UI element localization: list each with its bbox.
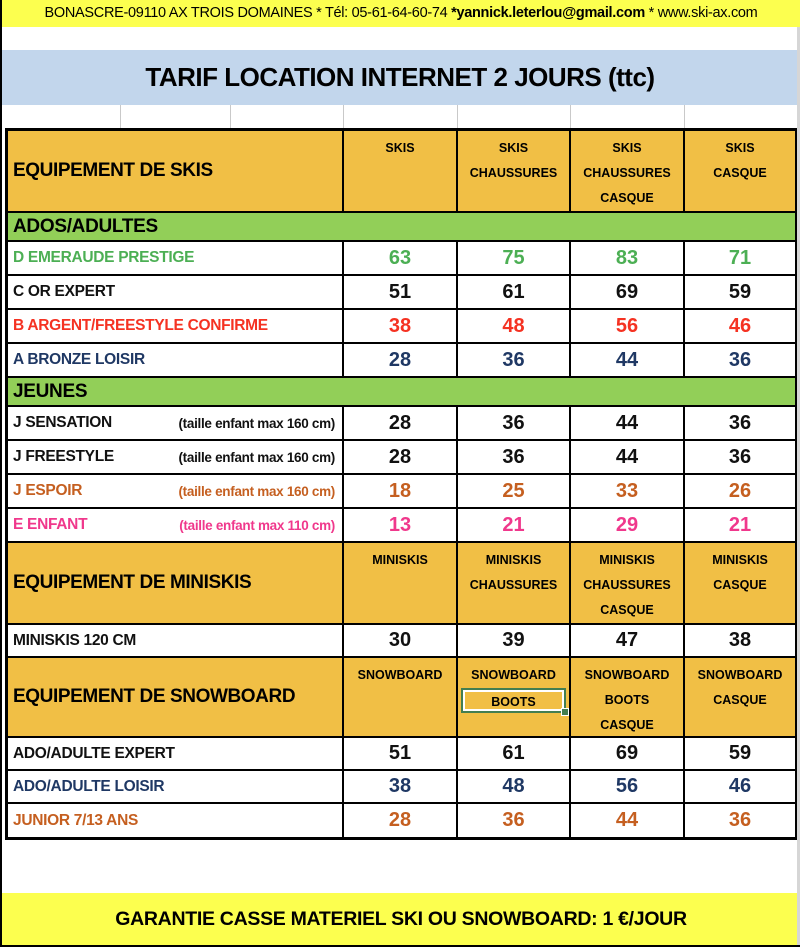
- price-cell: 36: [458, 344, 571, 378]
- row-label-sb-expert: ADO/ADULTE EXPERT: [8, 738, 344, 771]
- price-cell: 44: [571, 407, 685, 441]
- row-label-emeraude: D EMERAUDE PRESTIGE: [8, 242, 344, 276]
- price-cell: 47: [571, 625, 685, 658]
- row-label-or: C OR EXPERT: [8, 276, 344, 310]
- col-header-snowboard-casque: SNOWBOARD CASQUE: [685, 658, 795, 738]
- row-label-argent: B ARGENT/FREESTYLE CONFIRME: [8, 310, 344, 344]
- row-label-sb-loisir: ADO/ADULTE LOISIR: [8, 771, 344, 804]
- price-cell: 46: [685, 771, 795, 804]
- price-cell: 61: [458, 738, 571, 771]
- price-cell: 44: [571, 344, 685, 378]
- price-cell: 83: [571, 242, 685, 276]
- spreadsheet-gridlines: [2, 105, 798, 128]
- price-cell: 56: [571, 310, 685, 344]
- price-cell: 21: [458, 509, 571, 543]
- gridline: [120, 105, 121, 128]
- price-cell: 56: [571, 771, 685, 804]
- price-cell: 69: [571, 276, 685, 310]
- contact-address: BONASCRE-09110 AX TROIS DOMAINES * Tél: 05-61-64-60-74: [44, 5, 452, 21]
- price-cell: 48: [458, 310, 571, 344]
- band-ados-adultes: ADOS/ADULTES: [8, 213, 795, 242]
- gridline: [230, 105, 231, 128]
- col-header-snowboard: SNOWBOARD: [344, 658, 458, 738]
- price-cell: 21: [685, 509, 795, 543]
- price-cell: 71: [685, 242, 795, 276]
- price-cell: 36: [728, 809, 752, 831]
- price-cell: 69: [571, 738, 685, 771]
- col-header-miniskis-casque: MINISKIS CASQUE: [685, 543, 795, 625]
- price-cell: 36: [458, 441, 571, 475]
- col-header-skis-casque: SKIS CASQUE: [685, 131, 795, 213]
- section-title-miniskis: EQUIPEMENT DE MINISKIS: [8, 543, 344, 625]
- price-cell: 28: [344, 804, 458, 837]
- price-cell: 36: [685, 441, 795, 475]
- col-header-skis-chaussures-casque: SKIS CHAUSSURES CASQUE: [571, 131, 685, 213]
- price-cell: 51: [344, 276, 458, 310]
- price-cell: 29: [571, 509, 685, 543]
- price-cell: 36: [685, 344, 795, 378]
- price-cell: 33: [571, 475, 685, 509]
- page-title: TARIF LOCATION INTERNET 2 JOURS (ttc): [2, 50, 798, 105]
- price-cell: 63: [344, 242, 458, 276]
- gridline: [570, 105, 571, 128]
- col-header-miniskis-chaussures: MINISKIS CHAUSSURES: [458, 543, 571, 625]
- price-cell: 38: [344, 771, 458, 804]
- gridline: [343, 105, 344, 128]
- price-cell: 59: [685, 276, 795, 310]
- price-cell: 48: [458, 771, 571, 804]
- guarantee-banner: GARANTIE CASSE MATERIEL SKI OU SNOWBOARD: 1 €/JOUR: [2, 893, 800, 945]
- price-cell: 75: [458, 242, 571, 276]
- price-cell: 61: [458, 276, 571, 310]
- row-label-bronze: A BRONZE LOISIR: [8, 344, 344, 378]
- price-cell: 28: [344, 344, 458, 378]
- price-cell: 39: [458, 625, 571, 658]
- price-cell: 30: [344, 625, 458, 658]
- row-label-enfant: E ENFANT (taille enfant max 110 cm): [8, 509, 344, 543]
- gridline: [457, 105, 458, 128]
- price-cell: 36: [685, 407, 795, 441]
- price-cell: 28: [344, 407, 458, 441]
- row-label-sensation: J SENSATION (taille enfant max 160 cm): [8, 407, 344, 441]
- price-cell: 36: [458, 804, 571, 837]
- col-header-snowboard-boots: SNOWBOARD BOOTS: [458, 658, 571, 738]
- price-cell: 44: [571, 804, 685, 837]
- col-header-snowboard-boots-casque: SNOWBOARD BOOTS CASQUE: [571, 658, 685, 738]
- price-cell: 13: [344, 509, 458, 543]
- selected-cell-boots[interactable]: BOOTS: [461, 688, 566, 713]
- col-header-skis: SKIS: [344, 131, 458, 213]
- price-cell: 18: [344, 475, 458, 509]
- band-jeunes: JEUNES: [8, 378, 795, 407]
- price-cell: 44: [571, 441, 685, 475]
- price-cell: 59: [685, 738, 795, 771]
- fill-handle[interactable]: [561, 708, 569, 716]
- price-cell: 46: [685, 310, 795, 344]
- price-cell: 36: [458, 407, 571, 441]
- row-label-miniskis-120: MINISKIS 120 CM: [8, 625, 344, 658]
- price-cell: 26: [685, 475, 795, 509]
- col-header-miniskis: MINISKIS: [344, 543, 458, 625]
- row-label-espoir: J ESPOIR (taille enfant max 160 cm): [8, 475, 344, 509]
- contact-website: * www.ski-ax.com: [644, 5, 758, 21]
- price-table: [5, 128, 798, 840]
- contact-email: *yannick.leterlou@gmail.com: [451, 5, 645, 21]
- price-cell: 51: [344, 738, 458, 771]
- price-cell: 38: [685, 625, 795, 658]
- col-header-miniskis-chaussures-casque: MINISKIS CHAUSSURES CASQUE: [571, 543, 685, 625]
- section-title-snowboard: EQUIPEMENT DE SNOWBOARD: [8, 658, 344, 738]
- price-cell: 25: [458, 475, 571, 509]
- price-cell: 38: [344, 310, 458, 344]
- section-title-skis: EQUIPEMENT DE SKIS: [8, 131, 344, 213]
- price-cell: 28: [344, 441, 458, 475]
- contact-banner: [2, 0, 800, 27]
- col-header-skis-chaussures: SKIS CHAUSSURES: [458, 131, 571, 213]
- row-label-freestyle: J FREESTYLE (taille enfant max 160 cm): [8, 441, 344, 475]
- gridline: [684, 105, 685, 128]
- row-label-sb-junior: JUNIOR 7/13 ANS: [8, 804, 344, 837]
